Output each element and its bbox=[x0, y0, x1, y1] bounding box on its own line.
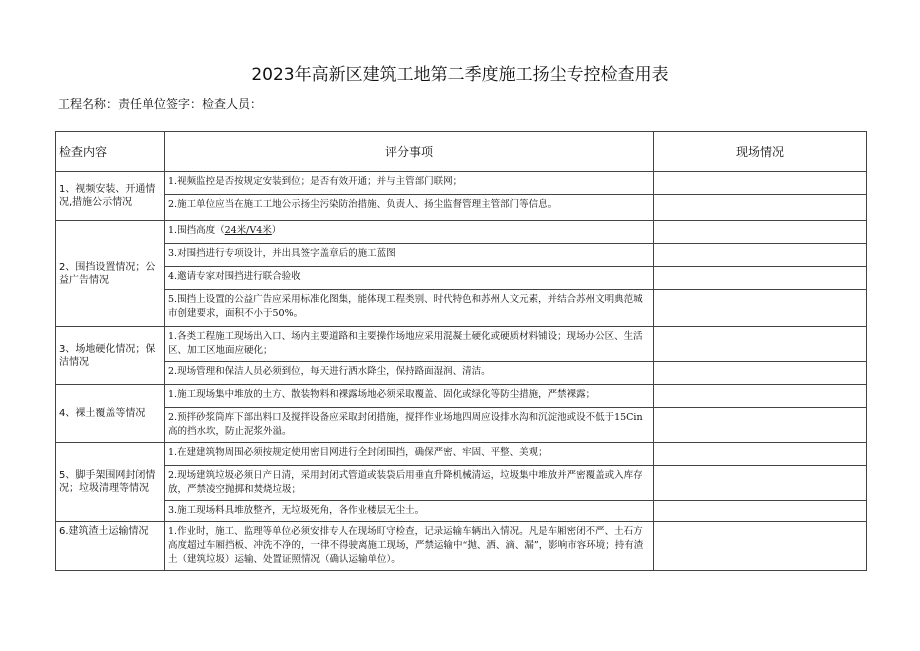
table-row bbox=[56, 327, 867, 362]
category-cell: 3、场地硬化情况；保洁情况 bbox=[56, 327, 165, 385]
item-cell: 1.各类工程施工现场出入口、场内主要道路和主要操作场地应采用混凝土硬化或硬质材料铺设；现场办公区、生活区、加工区地面应硬化； bbox=[165, 327, 654, 362]
category-cell: 2、围挡设置情况；公益广告情况 bbox=[56, 221, 165, 327]
table-header-row bbox=[56, 132, 867, 172]
site-cell[interactable] bbox=[654, 443, 867, 466]
header-items: 评分事项 bbox=[165, 132, 654, 172]
site-cell[interactable] bbox=[654, 244, 867, 267]
table-row bbox=[56, 172, 867, 195]
height-spec: 24米/V4米 bbox=[224, 225, 272, 236]
category-cell: 4、裸土覆盖等情况 bbox=[56, 385, 165, 443]
table-row bbox=[56, 501, 867, 522]
header-site: 现场情况 bbox=[654, 132, 867, 172]
item-cell: 2.现场管理和保洁人员必须到位，每天进行洒水降尘，保持路面湿润、清洁。 bbox=[165, 362, 654, 385]
item-cell: 2.施工单位应当在施工工地公示扬尘污染防治措施、负责人、扬尘监督管理主管部门等信息。 bbox=[165, 195, 654, 221]
site-cell[interactable] bbox=[654, 267, 867, 290]
site-cell[interactable] bbox=[654, 221, 867, 244]
site-cell[interactable] bbox=[654, 290, 867, 327]
item-cell: 2.现场建筑垃圾必须日产日清，采用封闭式管道或装袋后用垂直升降机械清运，垃圾集中堆放并严密覆盖或入库存放，严禁凌空抛掷和焚烧垃圾； bbox=[165, 466, 654, 501]
table-row bbox=[56, 522, 867, 571]
item-cell: 1.视频监控是否按规定安装到位；是否有效开通；并与主管部门联网； bbox=[165, 172, 654, 195]
site-cell[interactable] bbox=[654, 522, 867, 571]
site-cell[interactable] bbox=[654, 172, 867, 195]
item-cell: 4.邀请专家对围挡进行联合验收 bbox=[165, 267, 654, 290]
item-cell: 3.施工现场料具堆放整齐，无垃圾死角，各作业楼层无尘土。 bbox=[165, 501, 654, 522]
category-cell: 5、脚手架围网封闭情况；垃圾清理等情况 bbox=[56, 443, 165, 522]
item-cell: 1.作业时，施工、监理等单位必须安排专人在现场盯守检查，记录运输车辆出入情况。凡是车厢密闭不严、土石方高度超过车厢挡板、冲洗不净的，一律不得驶离施工现场，严禁运输中“抛、洒、滴、漏”，影响市容环境；持有渣土（建筑垃圾）运输、处置证照情况（确认运输单位）。 bbox=[165, 522, 654, 571]
item-cell: 1.围挡高度（24米/V4米） bbox=[165, 221, 654, 244]
table-row bbox=[56, 195, 867, 221]
table-row bbox=[56, 362, 867, 385]
item-cell: 1.在建建筑物周围必须按规定使用密目网进行全封闭围挡，确保严密、牢固、平整、美观； bbox=[165, 443, 654, 466]
site-cell[interactable] bbox=[654, 362, 867, 385]
item-cell: 1.施工现场集中堆放的土方、散装物料和裸露场地必须采取覆盖、固化或绿化等防尘措施，严禁裸露； bbox=[165, 385, 654, 408]
page-title: 2023年高新区建筑工地第二季度施工扬尘专控检查用表 bbox=[251, 65, 669, 85]
site-cell[interactable] bbox=[654, 327, 867, 362]
table-row bbox=[56, 466, 867, 501]
site-cell[interactable] bbox=[654, 408, 867, 443]
table-row bbox=[56, 244, 867, 267]
table-row bbox=[56, 408, 867, 443]
site-cell[interactable] bbox=[654, 195, 867, 221]
table-row bbox=[56, 267, 867, 290]
item-cell: 2.预拌砂浆筒库下部出料口及搅拌设备应采取封闭措施，搅拌作业场地四周应设排水沟和沉淀池或设不低于15Cin高的挡水坎，防止泥浆外溢。 bbox=[165, 408, 654, 443]
inspection-table bbox=[55, 131, 867, 571]
table-row bbox=[56, 221, 867, 244]
header-content: 检查内容 bbox=[56, 132, 165, 172]
item-cell: 5.围挡上设置的公益广告应采用标准化图集，能体现工程类别、时代特色和苏州人文元素，并结合苏州文明典范城市创建要求，面积不小于50%。 bbox=[165, 290, 654, 327]
table-row bbox=[56, 443, 867, 466]
table-row bbox=[56, 385, 867, 408]
table-row bbox=[56, 290, 867, 327]
site-cell[interactable] bbox=[654, 501, 867, 522]
meta-line: 工程名称：责任单位签字：检查人员： bbox=[58, 97, 263, 111]
category-cell: 1、视频安装、开通情况,措施公示情况 bbox=[56, 172, 165, 221]
site-cell[interactable] bbox=[654, 466, 867, 501]
item-cell: 3.对围挡进行专项设计，并出具签字盖章后的施工蓝图 bbox=[165, 244, 654, 267]
category-cell: 6.建筑渣土运输情况 bbox=[56, 522, 165, 571]
site-cell[interactable] bbox=[654, 385, 867, 408]
